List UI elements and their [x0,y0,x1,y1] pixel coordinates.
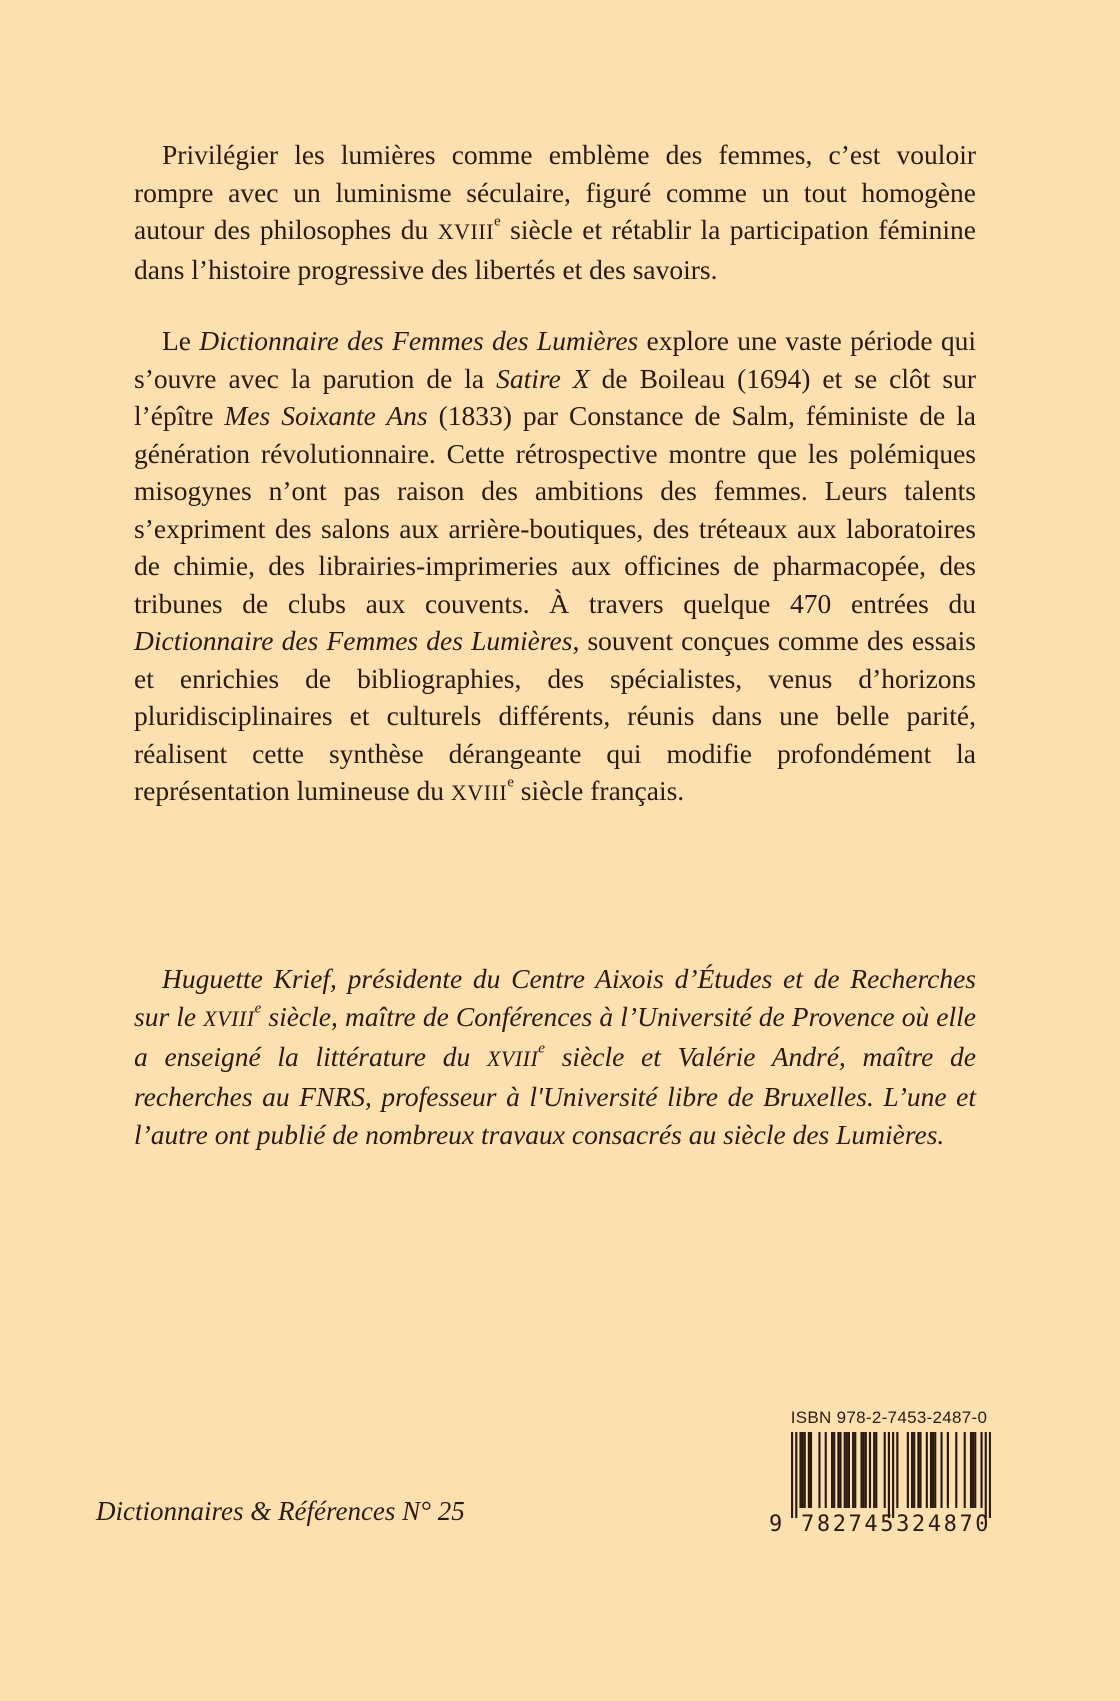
barcode-bar [917,1432,919,1508]
barcode-bar [808,1432,810,1508]
barcode-bar [799,1432,801,1508]
barcode-bar [791,1432,793,1518]
barcode-bar [860,1432,862,1508]
barcode-bar [865,1432,867,1508]
description-paragraph [134,322,976,812]
barcode-bar [989,1432,991,1518]
intro-paragraph [134,136,976,288]
book-title: Dictionnaire des Femmes des Lumières [134,625,573,656]
century-numeral: XVIII [450,780,508,805]
barcode-bar [919,1432,921,1508]
barcode-bar [970,1432,972,1508]
text-run: Huguette Krief, présidente du Centre Aixois d’Études et de Recherches sur le [134,963,976,1032]
superscript: e [493,213,501,230]
barcode-bar [848,1432,850,1508]
text-run: , souvent conçues comme des essais et enrichies de bibliographies, des spécialistes, venus d’horizons pluridisciplinaires et culturels différents, réunis dans une belle parité, réalisent cette synthèse dérangeante qui modifie profondément la représentation lumineuse du [134,625,976,806]
barcode-bars [791,1432,991,1518]
series-label: Dictionnaires & Références N° 25 [96,1496,465,1526]
barcode-bar [930,1432,932,1508]
barcode-bar [926,1432,928,1508]
barcode-bar [839,1432,841,1508]
barcode-bar [837,1432,839,1508]
paragraph-2 [134,322,976,812]
barcode-bar [875,1432,877,1508]
work-title: Mes Soixante Ans [224,400,428,431]
barcode-bar [846,1432,848,1508]
barcode-bar [795,1432,797,1518]
barcode-bar [873,1432,875,1508]
barcode-bar [833,1432,835,1508]
text-run: siècle et Valérie André, maître de recherches au FNRS, professeur à l'Université libre de Bruxelles. L’une et l’autre ont publié de nombreux travaux consacrés au siècle des Lumières. [134,1041,976,1150]
barcode-bar [869,1432,871,1508]
century-numeral: XVIII [203,1006,255,1031]
barcode-bar [932,1432,934,1508]
text-run: explore une vaste période qui s’ouvre avec la parution de la [134,325,976,394]
barcode-bar [985,1432,987,1518]
barcode-bar [844,1432,846,1508]
text-run: Le [162,325,200,356]
barcode-bar [947,1432,949,1508]
isbn-label: ISBN 978-2-7453-2487-0 [790,1408,988,1427]
barcode-bar [896,1432,898,1508]
barcode-bar [964,1432,966,1508]
barcode-bar [911,1432,913,1508]
barcode-bar [804,1432,806,1508]
barcode-bar [825,1432,827,1508]
text-run: Privilégier les lumières comme emblème des femmes, c’est vouloir rompre avec un luminisme séculaire, figuré comme un tout homogène autour des philosophes du [134,139,976,245]
work-title: Satire X [496,362,590,394]
ean-digits: 782745324870 [801,1512,992,1537]
book-title: Dictionnaire des Femmes des Lumières [199,325,639,356]
century-numeral: XVIII [437,219,494,244]
barcode-bar [892,1432,894,1518]
barcode-bar [884,1432,886,1508]
ean-first-digit: 9 [769,1512,783,1537]
barcode-bar [980,1432,982,1508]
text-run: siècle, maître de Conférences à l’Université de Provence où elle a enseigné la littérature du [134,1001,976,1072]
barcode-bar [863,1432,865,1508]
superscript: e [538,1040,546,1057]
barcode-bar [934,1432,936,1508]
barcode-bar [888,1432,890,1518]
paragraph-1 [134,136,976,288]
barcode-bar [831,1432,833,1508]
barcode-bar [974,1432,976,1508]
superscript: e [507,774,514,791]
barcode-bar [818,1432,820,1508]
century-numeral: XVIII [486,1046,539,1071]
isbn-barcode [769,1408,995,1538]
text-run: siècle et rétablir la participation féminine dans l’histoire progressive des libertés et des savoirs. [134,214,976,285]
text-run: de Boileau (1694) et se clôt sur l’épître [134,362,977,431]
barcode-bar [907,1432,909,1508]
text-run: siècle français. [513,775,685,806]
barcode-bar [852,1432,854,1508]
text-run: (1833) par Constance de Salm, féministe de la génération révolutionnaire. Cette rétrospective montre que les polémiques misogynes n’ont pas raison des ambitions des femmes. Leurs talents s’expriment des salons aux arrière-boutiques, des tréteaux aux laboratoires de chimie, des librairies-imprimeries aux officines de pharmacopée, des tribunes de clubs aux couvents. À travers quelque 470 entrées du [134,400,976,619]
barcode-bar [955,1432,957,1508]
barcode-bar [940,1432,942,1508]
barcode-bar [802,1432,804,1508]
barcode-bar [913,1432,915,1508]
superscript: e [254,1000,262,1017]
barcode-bar [854,1432,856,1508]
barcode-bar [972,1432,974,1508]
barcode-bar [810,1432,812,1508]
author-bio [134,960,976,1154]
